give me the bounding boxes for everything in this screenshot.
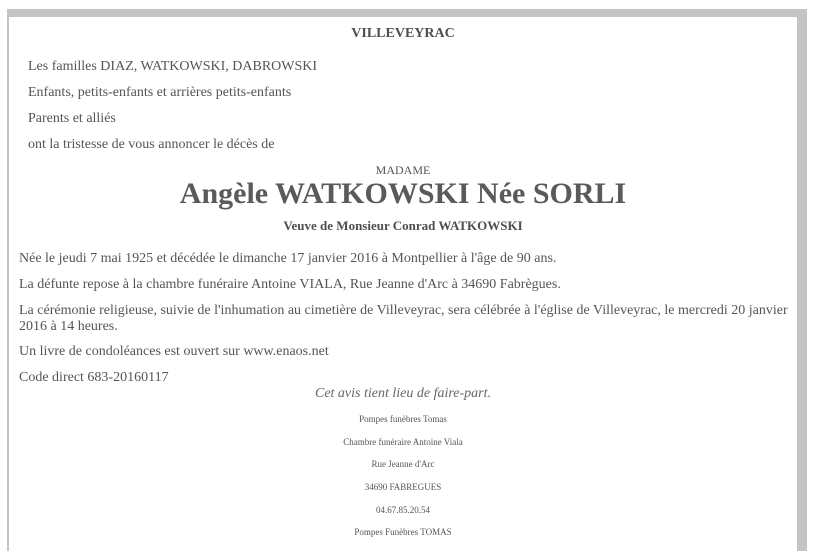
announce-line: ont la tristesse de vous annoncer le décès de — [28, 137, 275, 152]
code-line: Code direct 683-20160117 — [19, 370, 169, 385]
notice-frame — [7, 9, 807, 551]
funeral-home-name: Pompes funèbres Tomas — [359, 414, 447, 424]
children-line: Enfants, petits-enfants et arrières petits-enfants — [28, 85, 292, 100]
deceased-title: MADAME — [375, 163, 431, 177]
faire-part-line: Cet avis tient lieu de faire-part. — [314, 386, 491, 401]
town-heading: VILLEVEYRAC — [351, 26, 455, 41]
ceremony-paragraph: La cérémonie religieuse, suivie de l'inhumation au cimetière de Villeveyrac, sera célébrée à l'église de Villeveyrac, le mercredi 20 janvier 2016 à 14 heures. — [19, 303, 788, 334]
funeral-room: Chambre funéraire Antoine Viala — [343, 437, 463, 447]
rests-line: La défunte repose à la chambre funéraire Antoine VIALA, Rue Jeanne d'Arc à 34690 Fabrègues. — [19, 277, 561, 292]
funeral-city: 34690 FABREGUES — [364, 482, 442, 492]
deceased-name: Angèle WATKOWSKI Née SORLI — [179, 177, 627, 210]
families-line: Les familles DIAZ, WATKOWSKI, DABROWSKI — [28, 59, 318, 74]
condolences-line: Un livre de condoléances est ouvert sur www.enaos.net — [19, 344, 329, 359]
birth-death-line: Née le jeudi 7 mai 1925 et décédée le dimanche 17 janvier 2016 à Montpellier à l'âge de 90 ans. — [19, 251, 557, 266]
funeral-phone: 04.67.85.20.54 — [376, 505, 430, 515]
funeral-street: Rue Jeanne d'Arc — [371, 459, 435, 469]
widow-line: Veuve de Monsieur Conrad WATKOWSKI — [283, 218, 523, 233]
relatives-line: Parents et alliés — [28, 111, 116, 126]
funeral-home-signature: Pompes Funèbres TOMAS — [354, 527, 452, 537]
death-notice-card — [9, 17, 797, 551]
